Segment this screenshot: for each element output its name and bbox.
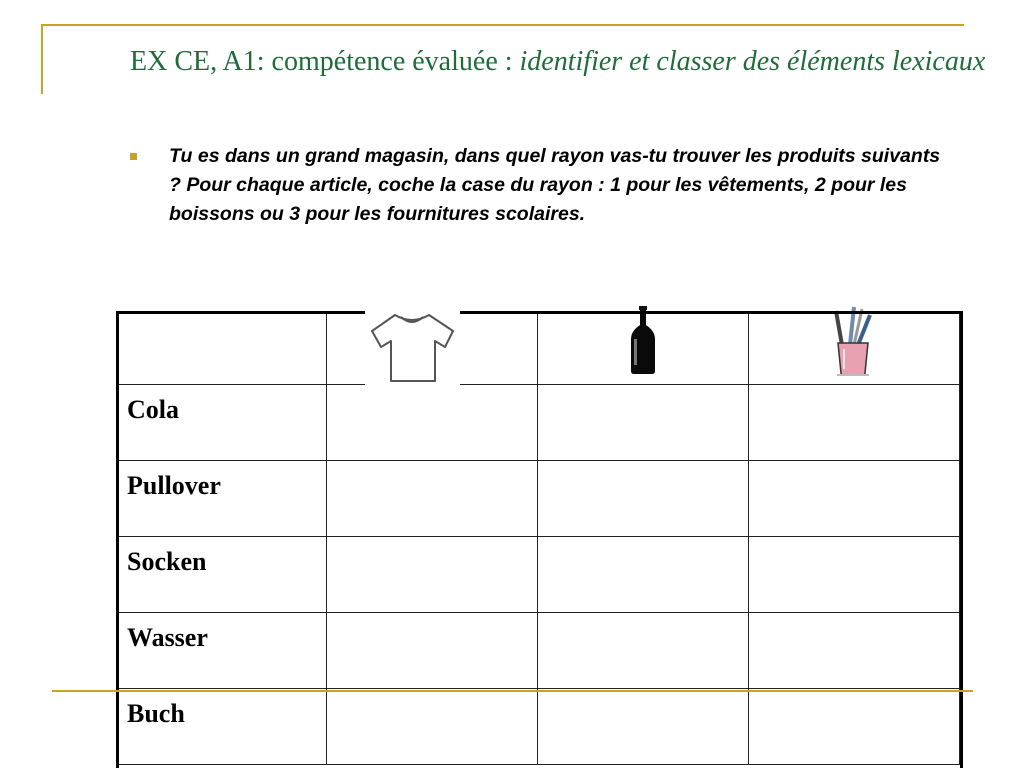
left-rule: [41, 24, 43, 94]
classification-table: [116, 311, 960, 765]
row-label: Pullover: [117, 461, 327, 537]
checkbox-cell-school-supplies[interactable]: [749, 461, 960, 537]
bottom-rule: [52, 690, 973, 692]
table-row: [117, 461, 960, 537]
pencil-cup-icon: [832, 305, 876, 377]
checkbox-cell-drinks[interactable]: [538, 385, 749, 461]
tshirt-image: [365, 303, 460, 387]
checkbox-cell-school-supplies[interactable]: [749, 537, 960, 613]
checkbox-cell-school-supplies[interactable]: [749, 385, 960, 461]
title-normal: EX CE, A1: compétence évaluée :: [130, 46, 520, 77]
instruction-text: Tu es dans un grand magasin, dans quel rayon vas-tu trouver les produits suivants ? Pour chaque article, coche la case du rayon : 1 pour les vêtements, 2 pour les boissons ou 3 pour les fournitures scolaires.: [169, 145, 941, 225]
slide-title: [130, 44, 1010, 80]
row-label: Buch: [117, 689, 327, 765]
table-row: [117, 689, 960, 765]
bottle-icon: [628, 305, 658, 375]
header-school-supplies-cell: [749, 312, 960, 385]
table-header-row: [117, 312, 960, 385]
table-row: [117, 613, 960, 689]
row-label: Wasser: [117, 613, 327, 689]
instruction-bullet: [130, 142, 950, 229]
checkbox-cell-drinks[interactable]: [538, 461, 749, 537]
checkbox-cell-clothing[interactable]: [327, 689, 538, 765]
checkbox-cell-school-supplies[interactable]: [749, 689, 960, 765]
checkbox-cell-school-supplies[interactable]: [749, 613, 960, 689]
row-label: Socken: [117, 537, 327, 613]
tshirt-icon: [365, 303, 460, 387]
checkbox-cell-clothing[interactable]: [327, 385, 538, 461]
top-rule: [41, 24, 964, 26]
row-label: Cola: [117, 385, 327, 461]
table-row: [117, 537, 960, 613]
checkbox-cell-clothing[interactable]: [327, 461, 538, 537]
checkbox-cell-clothing[interactable]: [327, 613, 538, 689]
bullet-square-icon: [130, 153, 137, 160]
title-italic: identifier et classer des éléments lexicaux: [519, 46, 986, 77]
checkbox-cell-drinks[interactable]: [538, 689, 749, 765]
checkbox-cell-clothing[interactable]: [327, 537, 538, 613]
header-drinks-cell: [538, 312, 749, 385]
checkbox-cell-drinks[interactable]: [538, 537, 749, 613]
table-row: [117, 385, 960, 461]
checkbox-cell-drinks[interactable]: [538, 613, 749, 689]
header-empty-cell: [117, 312, 327, 385]
